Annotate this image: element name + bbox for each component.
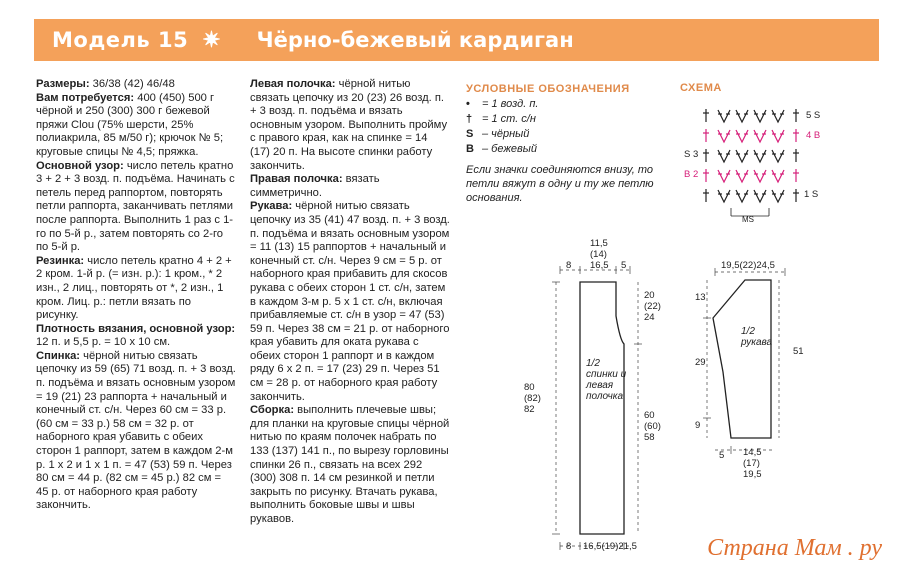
row-label-3: S 3 xyxy=(684,149,699,160)
chart-stitch xyxy=(793,129,799,142)
chart-stitch xyxy=(754,130,766,142)
paragraph: Размеры: 36/38 (42) 46/48 xyxy=(36,78,175,90)
chart-stitch xyxy=(703,149,709,162)
paragraph: Плотность вязания, основной узор: 12 п. и 5,5 р. = 10 х 10 см. xyxy=(36,322,236,349)
bottom-left-dim: 8 xyxy=(566,541,572,552)
chart-stitch xyxy=(754,190,766,202)
legend-item: S – чёрный xyxy=(466,128,530,140)
row-label-5: 5 S xyxy=(806,110,821,121)
paragraph: Вам потребуется: 400 (450) 500 г чёрной и 250 (300) 300 г бежевой пряжи Clou (75% шерсти, 25% полиакрила, 85 м/50 г); крючок № 5; круговые спицы № 4,5; пряжка. xyxy=(36,91,224,158)
title-banner xyxy=(34,19,879,61)
instructions-column-1 xyxy=(36,78,236,513)
ms-label: MS xyxy=(742,215,754,224)
chart-stitch xyxy=(718,150,730,162)
chart-stitch xyxy=(703,189,709,202)
sleeve-pattern xyxy=(685,250,815,490)
chart-stitch xyxy=(718,110,730,122)
chart-stitch xyxy=(703,169,709,182)
chart-stitch xyxy=(736,170,748,182)
site-watermark: Страна Мам . ру xyxy=(707,535,882,561)
chart-stitch xyxy=(793,149,799,162)
paragraph: Резинка: число петель кратно 4 + 2 + 2 кром. 1-й р. (= изн. р.): 1 кром., * 2 изн., 2 лиц., повторять от *, 2 изн., 1 кром. Лиц. р.: петли вязать по рисунку. xyxy=(36,254,232,322)
chart-stitch xyxy=(793,109,799,122)
armhole-dim: 20 (22) 24 xyxy=(644,290,661,323)
chart-stitch xyxy=(772,150,784,162)
schema-title: СХЕМА xyxy=(680,82,722,94)
instructions-column-2 xyxy=(250,78,450,527)
chart-stitch xyxy=(703,109,709,122)
chart-stitch xyxy=(772,170,784,182)
row-label-1: 1 S xyxy=(804,189,819,200)
sleeve-total-dim: 51 xyxy=(793,346,804,357)
chart-stitch xyxy=(736,150,748,162)
row-label-4: 4 B xyxy=(806,130,821,141)
chart-stitch xyxy=(736,110,748,122)
paragraph: Левая полочка: чёрной нитью связать цепочку из 20 (23) 26 возд. п. + 3 возд. п. подъёма и вязать основным узором. Выполнить пройму с правого края, как на спинке = 14 (17) 20 п. На высоте спинки работу закончить. xyxy=(250,78,448,172)
legend xyxy=(466,82,666,205)
chart-stitch xyxy=(754,150,766,162)
body-pattern xyxy=(520,236,670,556)
chart-stitch xyxy=(736,190,748,202)
body-label: 1/2 спинки и левая полочка xyxy=(586,358,627,402)
chart-stitch xyxy=(754,170,766,182)
sleeve-cap-dim: 13 xyxy=(695,292,706,303)
star-icon: ✷ xyxy=(202,27,221,52)
chart-stitch xyxy=(772,130,784,142)
side-height-dim: 60 (60) 58 xyxy=(644,410,661,443)
paragraph: Рукава: чёрной нитью связать цепочку из 35 (41) 47 возд. п. + 3 возд. п. подъёма и вязать основным узором = 11 (13) 15 раппортов + начальный и конечный ст. с/н. Через 9 см = 5 р. от наборного края прибавить для скосов рукава с обеих сторон 1 ст. с/н, затем в каждом 3-м р. 5 х 1 ст. с/н, включая прибавляемые ст. с/н в узор = 47 (53) 59 п. Через 38 см = 21 р. от наборного края убавить для оката рукава с обеих сторон 1 раппорт и в каждом ряду 6 х 2 п. = 17 (23) 29 п. Через 51 см = 28 р. от наборного края работу закончить. xyxy=(250,200,450,403)
paragraph: Сборка: выполнить плечевые швы; для планки на круговые спицы чёрной нитью по краям полочек набрать по 133 (137) 141 п., по вырезу горловины спинки 26 п., связать на всех 292 (300) 308 п. 14 см резинкой и петли закрыть по рисунку. Втачать рукава, выполнить боковые швы и швы рукавов. xyxy=(250,404,450,525)
chart-stitch xyxy=(772,110,784,122)
page-title: Чёрно-бежевый кардиган xyxy=(256,28,574,52)
sleeve-bottom-left: 5 xyxy=(719,450,725,461)
paragraph: Правая полочка: вязать симметрично. xyxy=(250,173,380,199)
legend-title: УСЛОВНЫЕ ОБОЗНАЧЕНИЯ xyxy=(466,83,630,95)
chart-stitch xyxy=(718,190,730,202)
chart-stitch xyxy=(772,190,784,202)
chart-marks xyxy=(703,109,799,202)
crochet-chart xyxy=(676,98,826,228)
top-left-dim: 8 xyxy=(566,260,572,271)
total-height-dim: 80 (82) 82 xyxy=(524,382,541,415)
sleeve-label: 1/2 рукава xyxy=(741,326,773,348)
body-outline xyxy=(580,282,624,534)
legend-note: Если значки соединяются внизу, то петли вяжут в одну и ту же петлю основания. xyxy=(466,164,654,204)
top-width-dim: 11,5 (14) 16,5 xyxy=(590,238,609,271)
sleeve-lower-dim: 9 xyxy=(695,420,701,431)
sleeve-top-width: 19,5(22)24,5 xyxy=(721,260,775,271)
sleeve-mid-dim: 29 xyxy=(695,357,706,368)
legend-item: B – бежевый xyxy=(466,143,537,155)
legend-item: • = 1 возд. п. xyxy=(466,98,539,110)
legend-item: † = 1 ст. с/н xyxy=(466,113,536,125)
paragraph: Основной узор: число петель кратно 3 + 2 + 3 возд. п. подъёма. Начинать с петель перед раппортом, повторять петли раппорта, заканчивать петлями после раппорта. Выполнить 1 раз с 1-го по 5-й р., затем повторять со 2-го по 5-й р. xyxy=(36,159,235,254)
chart-stitch xyxy=(718,130,730,142)
sleeve-bottom-width: 14,5 (17) 19,5 xyxy=(743,447,762,480)
chart-stitch xyxy=(793,169,799,182)
sleeve-outline xyxy=(713,280,771,438)
bottom-width-dim: 16,5(19)21,5 xyxy=(583,541,637,552)
model-number: Модель 15 xyxy=(52,28,189,52)
top-right-dim: 5 xyxy=(621,260,627,271)
chart-stitch xyxy=(754,110,766,122)
chart-stitch xyxy=(718,170,730,182)
chart-stitch xyxy=(703,129,709,142)
row-label-2: B 2 xyxy=(684,169,699,180)
paragraph: Спинка: чёрной нитью связать цепочку из 59 (65) 71 возд. п. + 3 возд. п. подъёма и вязать основным узором = 19 (21) 23 раппорта + начальный и конечный ст. с/н. Через 60 см = 33 р. (60 см = 33 р.) 58 см = 32 р. от наборного края убавить с обеих сторон 1 раппорт, затем в каждом 2-м р. 1 х 2 и 1 х 1 п. = 47 (53) 59 п. Через 80 см = 44 р. (82 см = 45 р.) 82 см = 45 р. от наборного края работу закончить. xyxy=(36,349,236,512)
chart-stitch xyxy=(736,130,748,142)
chart-stitch xyxy=(793,189,799,202)
